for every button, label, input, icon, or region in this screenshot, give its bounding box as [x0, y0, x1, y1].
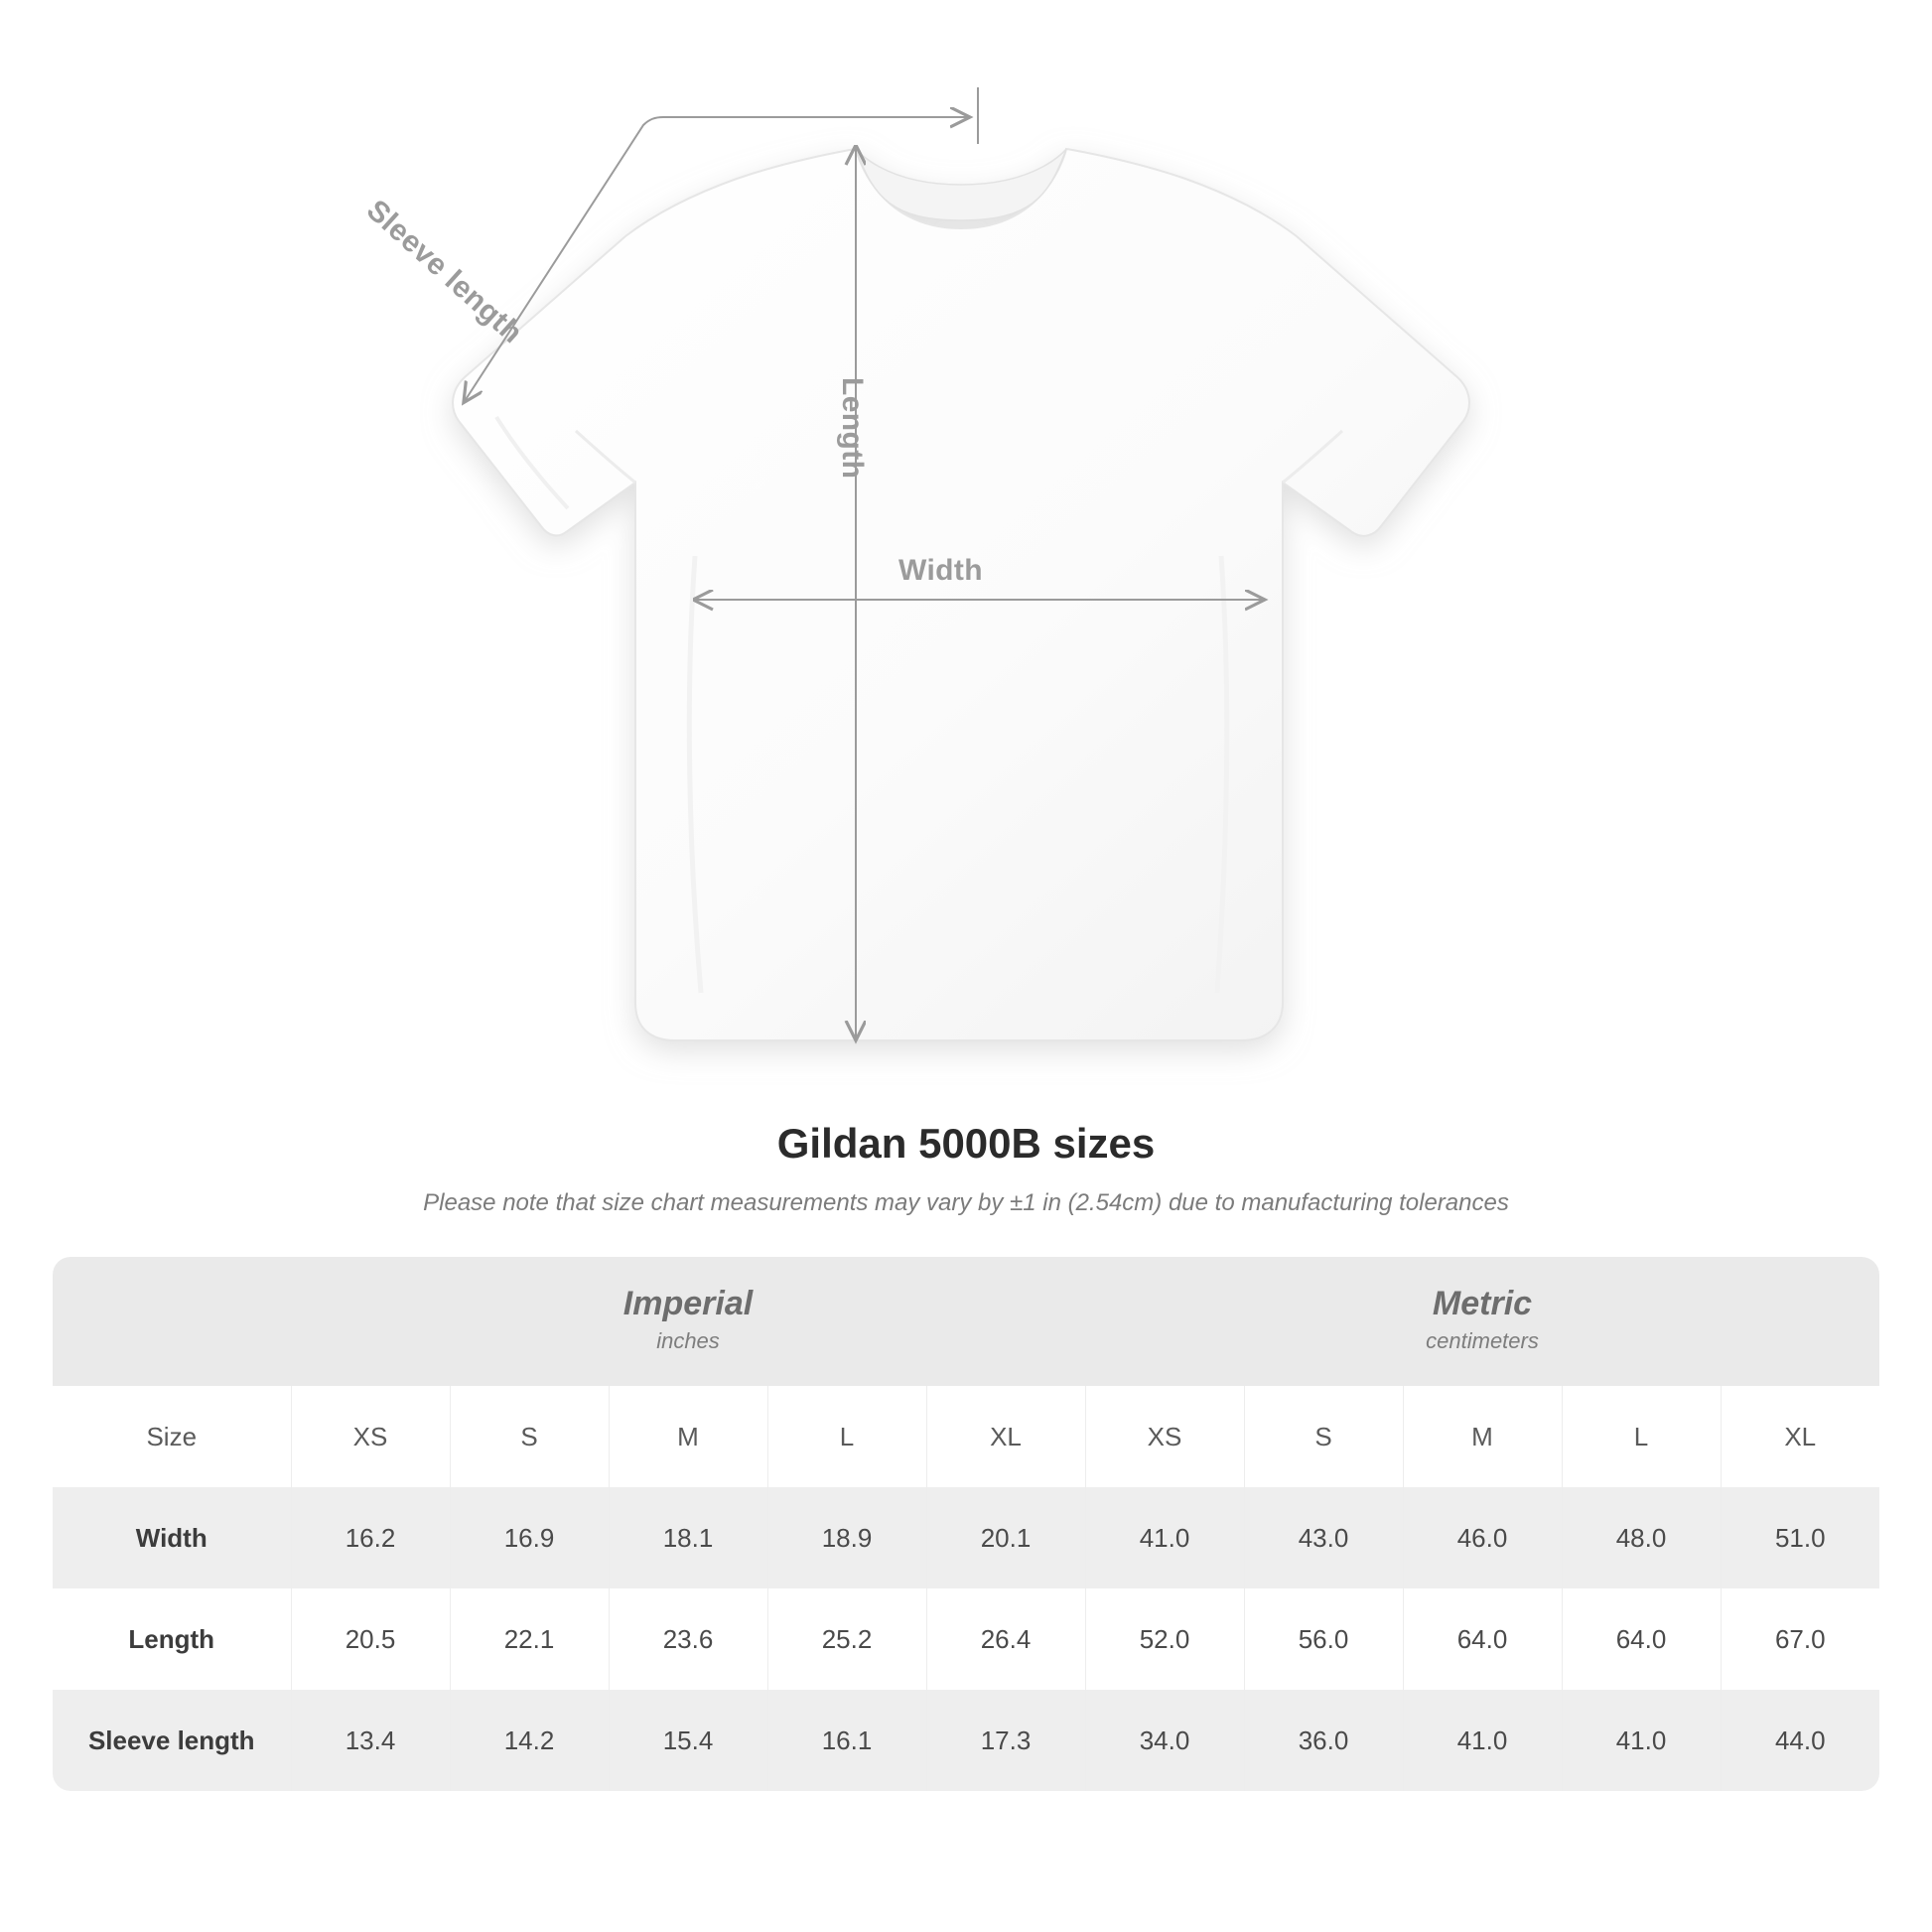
cell-length-metric-l: 64.0 — [1562, 1588, 1721, 1690]
unit-group-metric-sub: centimeters — [1426, 1327, 1539, 1353]
cell-width-imperial-s: 16.9 — [450, 1487, 609, 1588]
width-label: Width — [898, 554, 984, 587]
cell-length-imperial-s: 22.1 — [450, 1588, 609, 1690]
size-header-imperial-m: M — [609, 1386, 767, 1487]
unit-group-metric-name: Metric — [1432, 1284, 1533, 1322]
cell-width-imperial-xl: 20.1 — [926, 1487, 1085, 1588]
size-header-row — [53, 1386, 1879, 1487]
size-header-imperial-l: L — [767, 1386, 926, 1487]
length-label: Length — [836, 377, 869, 480]
cell-sleeve-imperial-m: 15.4 — [609, 1690, 767, 1791]
cell-sleeve-imperial-xl: 17.3 — [926, 1690, 1085, 1791]
size-header-metric-xs: XS — [1085, 1386, 1244, 1487]
cell-length-metric-s: 56.0 — [1244, 1588, 1403, 1690]
size-header-label: Size — [53, 1386, 291, 1487]
cell-width-metric-xl: 51.0 — [1721, 1487, 1879, 1588]
cell-sleeve-metric-l: 41.0 — [1562, 1690, 1721, 1791]
row-label-sleeve-length: Sleeve length — [53, 1690, 291, 1791]
row-label-width: Width — [53, 1487, 291, 1588]
cell-width-metric-xs: 41.0 — [1085, 1487, 1244, 1588]
size-chart-table-wrapper — [53, 1257, 1879, 1791]
cell-width-metric-l: 48.0 — [1562, 1487, 1721, 1588]
cell-length-imperial-m: 23.6 — [609, 1588, 767, 1690]
cell-length-imperial-xs: 20.5 — [291, 1588, 450, 1690]
unit-group-imperial — [291, 1257, 1085, 1386]
tshirt-shape — [453, 149, 1469, 1040]
size-header-metric-s: S — [1244, 1386, 1403, 1487]
sleeve-length-label: Sleeve length — [359, 194, 529, 350]
cell-width-imperial-xs: 16.2 — [291, 1487, 450, 1588]
table-row — [53, 1588, 1879, 1690]
unit-group-imperial-name: Imperial — [622, 1284, 754, 1322]
cell-sleeve-metric-s: 36.0 — [1244, 1690, 1403, 1791]
cell-length-imperial-xl: 26.4 — [926, 1588, 1085, 1690]
unit-header-row — [53, 1257, 1879, 1386]
cell-length-imperial-l: 25.2 — [767, 1588, 926, 1690]
cell-sleeve-metric-xs: 34.0 — [1085, 1690, 1244, 1791]
cell-sleeve-metric-m: 41.0 — [1403, 1690, 1562, 1791]
size-header-metric-l: L — [1562, 1386, 1721, 1487]
cell-sleeve-metric-xl: 44.0 — [1721, 1690, 1879, 1791]
size-header-imperial-xl: XL — [926, 1386, 1085, 1487]
size-header-imperial-s: S — [450, 1386, 609, 1487]
row-label-length: Length — [53, 1588, 291, 1690]
page-title: Gildan 5000B sizes — [776, 1120, 1156, 1167]
cell-width-imperial-l: 18.9 — [767, 1487, 926, 1588]
cell-length-metric-xs: 52.0 — [1085, 1588, 1244, 1690]
size-header-metric-xl: XL — [1721, 1386, 1879, 1487]
cell-width-metric-s: 43.0 — [1244, 1487, 1403, 1588]
size-chart-table — [53, 1257, 1879, 1791]
cell-length-metric-xl: 67.0 — [1721, 1588, 1879, 1690]
cell-width-metric-m: 46.0 — [1403, 1487, 1562, 1588]
cell-sleeve-imperial-s: 14.2 — [450, 1690, 609, 1791]
cell-sleeve-imperial-xs: 13.4 — [291, 1690, 450, 1791]
unit-header-spacer — [53, 1257, 291, 1386]
size-header-imperial-xs: XS — [291, 1386, 450, 1487]
size-header-metric-m: M — [1403, 1386, 1562, 1487]
table-row — [53, 1487, 1879, 1588]
cell-width-imperial-m: 18.1 — [609, 1487, 767, 1588]
tolerance-note: Please note that size chart measurements may vary by ±1 in (2.54cm) due to manufacturing tolerances — [423, 1189, 1509, 1216]
table-row — [53, 1690, 1879, 1791]
cell-sleeve-imperial-l: 16.1 — [767, 1690, 926, 1791]
title-block — [0, 1120, 1932, 1217]
unit-group-metric — [1085, 1257, 1879, 1386]
unit-group-imperial-sub: inches — [656, 1327, 720, 1353]
cell-length-metric-m: 64.0 — [1403, 1588, 1562, 1690]
